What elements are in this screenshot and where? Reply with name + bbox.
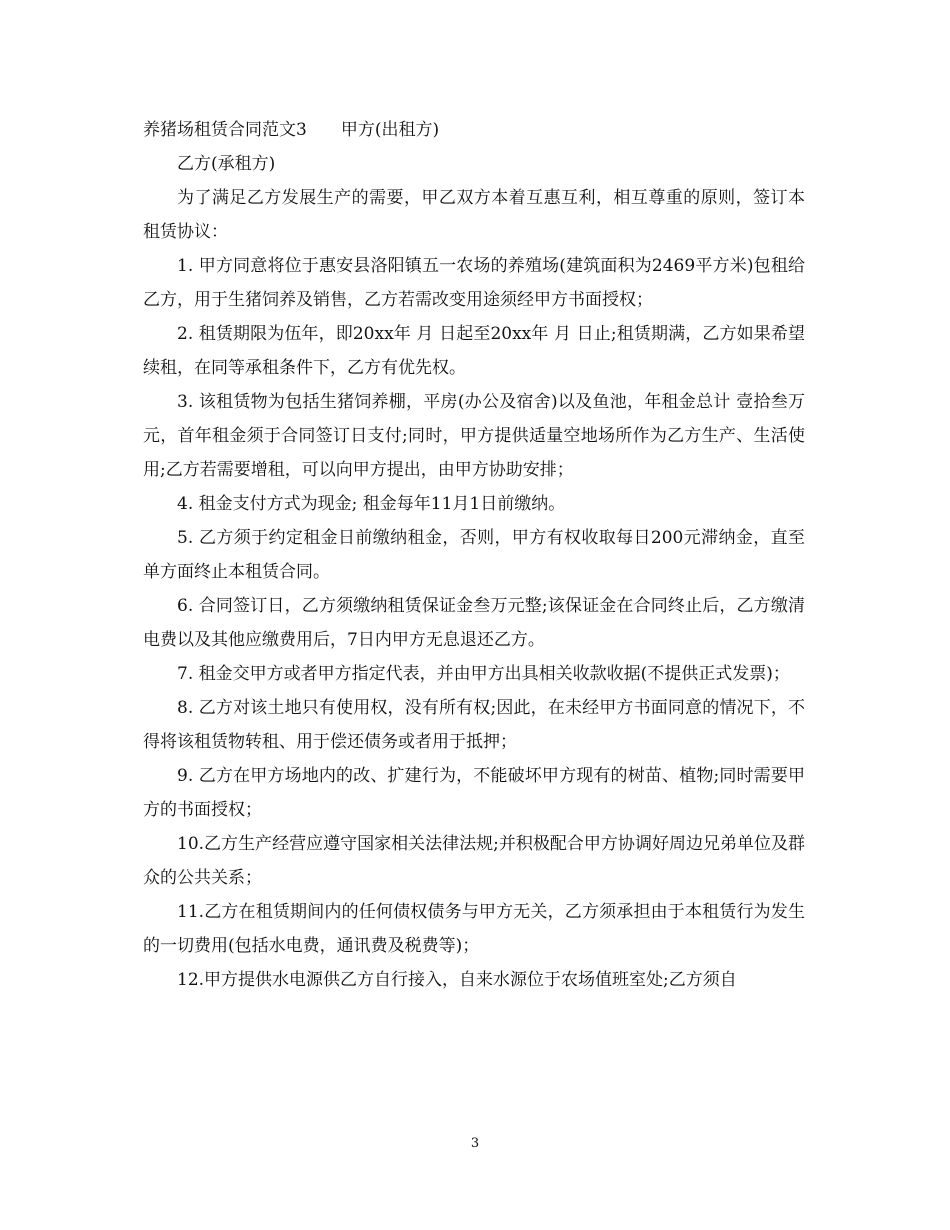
clause-10: 10.乙方生产经营应遵守国家相关法律法规;并积极配合甲方协调好周边兄弟单位及群众的公共关系； xyxy=(143,834,805,888)
clause-3: 3. 该租赁物为包括生猪饲养棚，平房(办公及宿舍)以及鱼池，年租金总计 壹拾叁万 元，首年租金须于合同签订日支付;同时，甲方提供适量空地场所作为乙方生产、生活使用;乙方若需要增租，可以向甲方提出，由甲方协助安排； xyxy=(143,392,805,480)
clause-4: 4. 租金支付方式为现金; 租金每年11月1日前缴纳。 xyxy=(177,494,566,514)
clause-11: 11.乙方在租赁期间内的任何债权债务与甲方无关，乙方须承担由于本租赁行为发生的一切费用(包括水电费，通讯费及税费等)； xyxy=(143,902,805,956)
party-b-label: 乙方(承租方) xyxy=(177,154,276,174)
clause-7: 7. 租金交甲方或者甲方指定代表，并由甲方出具相关收款收据(不提供正式发票)； xyxy=(177,664,790,684)
party-a-label: 甲方(出租方) xyxy=(340,120,440,140)
clause-6: 6. 合同签订日，乙方须缴纳租赁保证金叁万元整;该保证金在合同终止后，乙方缴清电费以及其他应缴费用后，7日内甲方无息退还乙方。 xyxy=(143,596,805,650)
clause-1: 1. 甲方同意将位于惠安县洛阳镇五一农场的养殖场(建筑面积为2469平方米)包租给乙方，用于生猪饲养及销售，乙方若需改变用途须经甲方书面授权； xyxy=(143,256,805,310)
clause-2: 2. 租赁期限为伍年，即20xx年 月 日起至20xx年 月 日止;租赁期满，乙方如果希望续租，在同等承租条件下，乙方有优先权。 xyxy=(143,324,805,378)
clause-5: 5. 乙方须于约定租金日前缴纳租金，否则，甲方有权收取每日200元滞纳金，直至单方面终止本租赁合同。 xyxy=(143,528,805,582)
document-title: 养猪场租赁合同范文3 xyxy=(143,120,307,140)
title-line xyxy=(143,113,805,147)
clause-8: 8. 乙方对该土地只有使用权，没有所有权;因此，在未经甲方书面同意的情况下，不得将该租赁物转租、用于偿还债务或者用于抵押； xyxy=(143,698,805,752)
document-body xyxy=(143,113,805,997)
clause-12: 12.甲方提供水电源供乙方自行接入，自来水源位于农场值班室处;乙方须自 xyxy=(177,970,737,990)
page-number: 3 xyxy=(470,1136,480,1151)
intro-paragraph: 为了满足乙方发展生产的需要，甲乙双方本着互惠互利，相互尊重的原则，签订本租赁协议： xyxy=(143,188,805,242)
clause-9: 9. 乙方在甲方场地内的改、扩建行为，不能破坏甲方现有的树苗、植物;同时需要甲方的书面授权； xyxy=(143,766,805,820)
